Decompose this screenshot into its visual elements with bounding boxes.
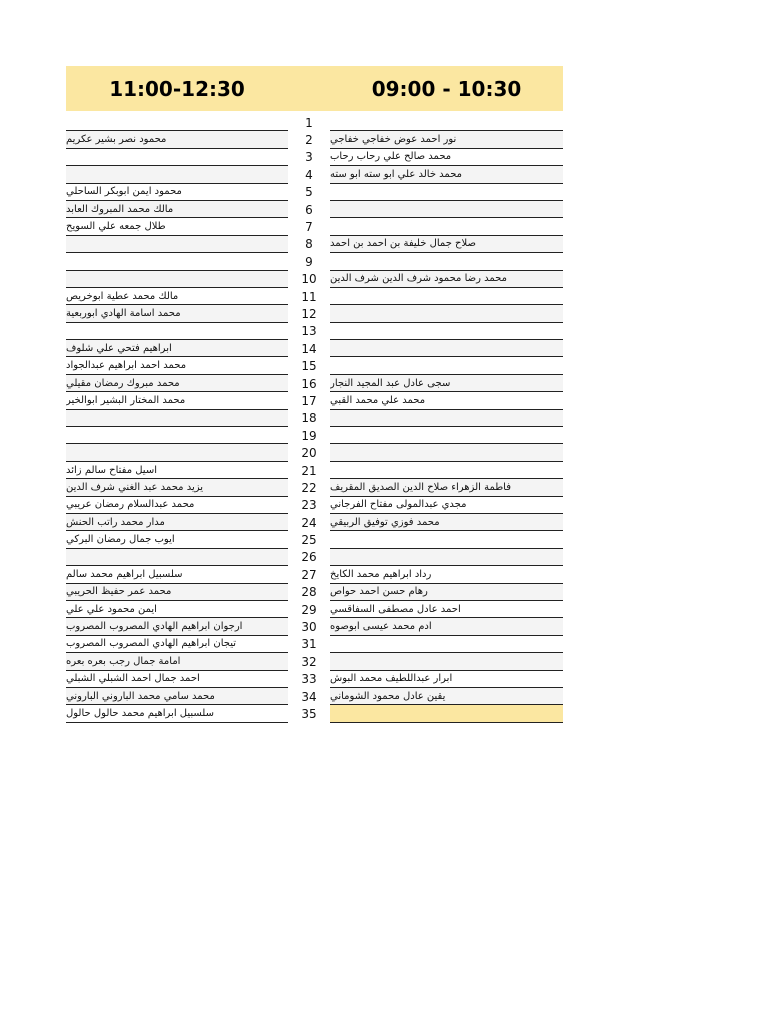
student-name-left: محمد سامي محمد الباروني الباروني [66,688,288,705]
left-time-header: 11:00-12:30 [66,66,288,111]
student-name-right: يقين عادل محمود الشوماني [330,688,563,705]
student-name-right: ادم محمد عيسى ابوصوه [330,618,563,635]
row-number: 9 [288,253,330,270]
student-name-right [330,305,563,322]
student-name-right [330,531,563,548]
header-gap [288,66,330,111]
student-name-right: محمد صالح علي رحاب رحاب [330,149,563,166]
student-name-left: ايمن محمود علي علي [66,601,288,618]
row-number: 27 [288,566,330,583]
row-number: 6 [288,201,330,218]
student-name-right: رداد ابراهيم محمد الكايخ [330,566,563,583]
row-number: 23 [288,497,330,514]
student-name-right: مجدي عبدالمولى مفتاح الفرجاني [330,497,563,514]
row-number: 19 [288,427,330,444]
student-name-left: مالك محمد عطية ابوخريص [66,288,288,305]
row-number: 17 [288,392,330,409]
student-name-left [66,271,288,288]
student-name-left [66,410,288,427]
row-number: 5 [288,184,330,201]
row-number: 8 [288,236,330,253]
student-name-left: ارجوان ابراهيم الهادي المصروب المصروب [66,618,288,635]
row-number: 2 [288,131,330,148]
student-name-right [330,410,563,427]
row-number: 11 [288,288,330,305]
student-name-left: محمد عمر حفيظ الحريبي [66,584,288,601]
student-name-left [66,236,288,253]
student-name-right [330,323,563,340]
student-name-right [330,427,563,444]
student-name-right: محمد علي محمد القبي [330,392,563,409]
row-number: 26 [288,549,330,566]
row-number: 33 [288,671,330,688]
row-number: 18 [288,410,330,427]
student-name-left: تيجان ابراهيم الهادي المصروب المصروب [66,636,288,653]
student-name-left: محمود ايمن ابوبكر الساحلي [66,184,288,201]
student-name-right: فاطمة الزهراء صلاح الدين الصديق المقريف [330,479,563,496]
student-name-right [330,636,563,653]
student-name-right [330,201,563,218]
student-name-left [66,444,288,461]
student-name-right [330,114,563,131]
student-name-right [330,253,563,270]
student-name-left: يزيد محمد عبد الغني شرف الدين [66,479,288,496]
student-name-left [66,427,288,444]
student-name-left: مالك محمد المبروك العابد [66,201,288,218]
student-name-left: سلسبيل ابراهيم محمد حالول حالول [66,705,288,722]
table-body [66,114,563,723]
row-number: 13 [288,323,330,340]
row-number: 1 [288,114,330,131]
row-number: 28 [288,584,330,601]
row-number: 31 [288,636,330,653]
row-number: 35 [288,705,330,722]
student-name-left: امامة جمال رجب بعره بعره [66,653,288,670]
student-name-left: مدار محمد راتب الحنش [66,514,288,531]
student-name-left: محمد المختار البشير ابوالخير [66,392,288,409]
student-name-right: سجى عادل عبد المجيد النجار [330,375,563,392]
row-number: 21 [288,462,330,479]
row-number: 7 [288,218,330,235]
row-number: 29 [288,601,330,618]
row-number: 3 [288,149,330,166]
row-number: 12 [288,305,330,322]
student-name-right [330,184,563,201]
row-number: 34 [288,688,330,705]
student-name-left: ايوب جمال رمضان البركي [66,531,288,548]
student-name-right: نور احمد عوض خفاجي خفاجي [330,131,563,148]
student-name-right: احمد عادل مصطفى السفاقسي [330,601,563,618]
header-row [66,66,563,111]
row-number: 30 [288,618,330,635]
student-name-right [330,444,563,461]
student-name-left: ابراهيم فتحي علي شلوف [66,340,288,357]
row-number: 4 [288,166,330,183]
student-name-left [66,114,288,131]
student-name-left: محمد اسامة الهادي ابوربعية [66,305,288,322]
row-number: 10 [288,271,330,288]
row-number: 25 [288,531,330,548]
row-number: 15 [288,357,330,374]
student-name-right: ابرار عبداللطيف محمد البوش [330,671,563,688]
student-name-right [330,340,563,357]
row-number: 20 [288,444,330,461]
student-name-left: احمد جمال احمد الشبلي الشبلي [66,671,288,688]
student-name-left: سلسبيل ابراهيم محمد سالم [66,566,288,583]
student-name-right [330,288,563,305]
student-name-right: رهام حسن احمد حواص [330,584,563,601]
row-number: 22 [288,479,330,496]
student-name-right [330,218,563,235]
row-number: 16 [288,375,330,392]
student-name-left [66,253,288,270]
student-name-right [330,549,563,566]
student-name-left [66,149,288,166]
student-name-right [330,357,563,374]
student-name-left: محمد عبدالسلام رمضان عريبي [66,497,288,514]
student-name-right: صلاح جمال خليفة بن احمد بن احمد [330,236,563,253]
row-number: 24 [288,514,330,531]
row-number: 32 [288,653,330,670]
student-name-right [330,705,563,722]
student-name-left [66,323,288,340]
student-name-left [66,549,288,566]
student-name-right: محمد فوزي توفيق الربيقي [330,514,563,531]
student-name-left: محمود نصر بشير عكريم [66,131,288,148]
student-name-left: طلال جمعه علي السويح [66,218,288,235]
student-name-right: محمد خالد علي ابو سته ابو سته [330,166,563,183]
schedule-sheet [66,66,563,723]
row-number: 14 [288,340,330,357]
right-time-header: 09:00 - 10:30 [330,66,563,111]
student-name-left: محمد مبروك رمضان مقيلي [66,375,288,392]
student-name-right [330,653,563,670]
student-name-right [330,462,563,479]
student-name-left [66,166,288,183]
student-name-left: اسيل مفتاح سالم زائد [66,462,288,479]
student-name-left: محمد احمد ابراهيم عبدالجواد [66,357,288,374]
student-name-right: محمد رضا محمود شرف الدين شرف الدين [330,271,563,288]
